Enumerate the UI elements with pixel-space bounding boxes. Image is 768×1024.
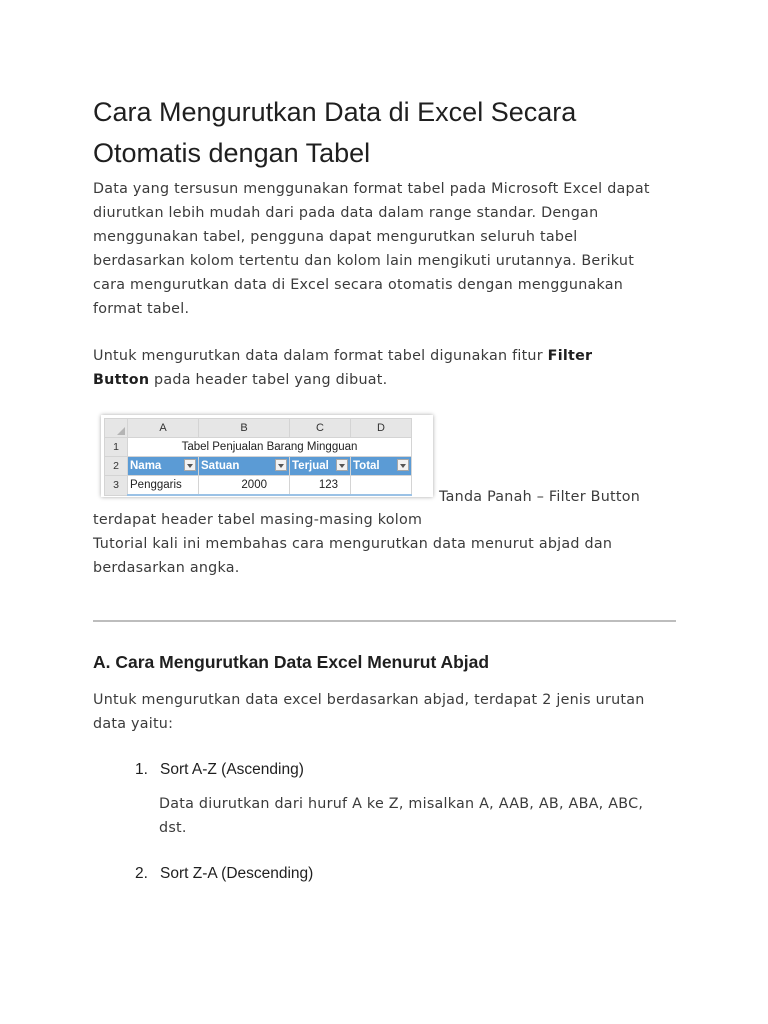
caption-tutorial-paragraph: [93, 508, 683, 580]
header-label: Nama: [130, 460, 162, 472]
filter-dropdown-icon[interactable]: [184, 459, 196, 471]
description-line: Data diurutkan dari huruf A ke Z, misalkan A, AAB, AB, ABA, ABC,: [159, 796, 644, 812]
intro-line: cara mengurutkan data di Excel secara otomatis dengan menggunakan: [93, 277, 624, 293]
header-label: Terjual: [292, 460, 329, 472]
page-title-line-2: Otomatis dengan Tabel: [93, 138, 371, 168]
filter-text-pre: Untuk mengurutkan data dalam format tabel digunakan fitur: [93, 348, 548, 364]
list-item: [135, 759, 304, 781]
section-intro-line: data yaitu:: [93, 716, 174, 732]
intro-paragraph: [93, 177, 683, 321]
header-cell-nama: [128, 457, 199, 476]
page-title-line-1: Cara Mengurutkan Data di Excel Secara: [93, 97, 577, 127]
filter-dropdown-icon[interactable]: [336, 459, 348, 471]
filter-bold-1: Filter: [547, 348, 593, 364]
list-label: Sort Z-A (Descending): [160, 865, 314, 882]
intro-line: format tabel.: [93, 301, 190, 317]
tutorial-line: berdasarkan angka.: [93, 560, 240, 576]
filter-text-post: pada header tabel yang dibuat.: [149, 372, 388, 388]
column-header-a: A: [128, 419, 199, 438]
description-line: dst.: [159, 820, 187, 836]
intro-line: diurutkan lebih mudah dari pada data dalam range standar. Dengan: [93, 205, 599, 221]
column-header-row: [105, 419, 412, 438]
header-cell-total: [351, 457, 412, 476]
list-item-description: [159, 792, 679, 840]
list-number: 2.: [135, 865, 148, 882]
list-label: Sort A-Z (Ascending): [160, 761, 304, 778]
section-intro: [93, 688, 683, 736]
section-heading: A. Cara Mengurutkan Data Excel Menurut Abjad: [93, 652, 490, 672]
list-number: 1.: [135, 761, 148, 778]
column-header-b: B: [199, 419, 290, 438]
data-cell: Penggaris: [128, 476, 199, 496]
header-label: Total: [353, 460, 380, 472]
intro-line: Data yang tersusun menggunakan format tabel pada Microsoft Excel dapat: [93, 181, 650, 197]
section-divider: [93, 620, 676, 622]
tutorial-line: Tutorial kali ini membahas cara mengurutkan data menurut abjad dan: [93, 536, 613, 552]
filter-dropdown-icon[interactable]: [275, 459, 287, 471]
filter-bold-2: Button: [93, 372, 150, 388]
header-cell-terjual: [290, 457, 351, 476]
data-cell: [351, 476, 412, 496]
data-cell: 123: [290, 476, 351, 496]
list-item: [135, 863, 313, 885]
filter-line-2: [93, 368, 683, 392]
row-header-3: 3: [105, 476, 128, 496]
column-header-c: C: [290, 419, 351, 438]
intro-line: menggunakan tabel, pengguna dapat mengurutkan seluruh tabel: [93, 229, 578, 245]
table-title-cell: Tabel Penjualan Barang Mingguan: [128, 438, 412, 457]
excel-table: [104, 418, 412, 496]
excel-row-3: [105, 476, 412, 496]
excel-row-2: [105, 457, 412, 476]
header-cell-satuan: [199, 457, 290, 476]
data-cell: 2000: [199, 476, 290, 496]
image-caption: Tanda Panah – Filter Button: [439, 489, 641, 505]
section-intro-line: Untuk mengurutkan data excel berdasarkan abjad, terdapat 2 jenis urutan: [93, 692, 645, 708]
filter-paragraph: [93, 344, 683, 392]
header-label: Satuan: [201, 460, 240, 472]
excel-table-screenshot: [101, 415, 433, 497]
row-header-1: 1: [105, 438, 128, 457]
page-title: [93, 92, 693, 174]
caption-line-2: terdapat header tabel masing-masing kolom: [93, 512, 423, 528]
filter-line-1: [93, 344, 683, 368]
filter-dropdown-icon[interactable]: [397, 459, 409, 471]
intro-line: berdasarkan kolom tertentu dan kolom lain mengikuti urutannya. Berikut: [93, 253, 635, 269]
select-all-corner: [105, 419, 128, 438]
row-header-2: 2: [105, 457, 128, 476]
excel-row-1: [105, 438, 412, 457]
column-header-d: D: [351, 419, 412, 438]
